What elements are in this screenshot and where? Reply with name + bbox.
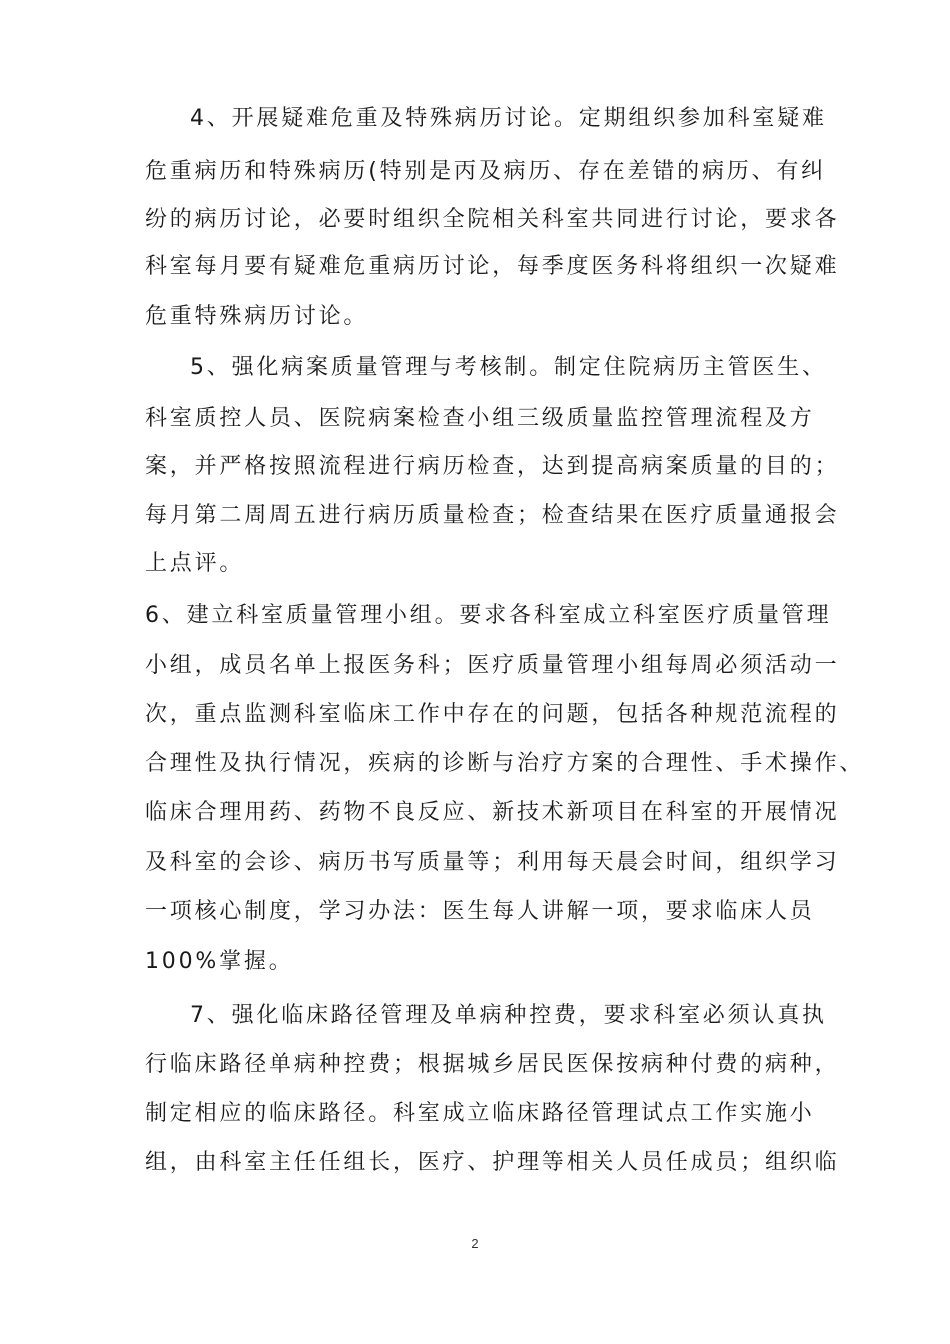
para-6-line-3: 次，重点监测科室临床工作中存在的问题，包括各种规范流程的 bbox=[145, 702, 840, 727]
para-5-line-5: 上点评。 bbox=[145, 551, 245, 576]
para-4-line-1: 4、开展疑难危重及特殊病历讨论。定期组织参加科室疑难 bbox=[190, 106, 827, 131]
para-5-line-2: 科室质控人员、医院病案检查小组三级质量监控管理流程及方 bbox=[145, 406, 815, 431]
para-6-line-6: 及科室的会诊、病历书写质量等；利用每天晨会时间，组织学习 bbox=[145, 850, 840, 875]
para-6-line-2: 小组，成员名单上报医务科；医疗质量管理小组每周必须活动一 bbox=[145, 653, 840, 678]
para-6-line-8: 100%掌握。 bbox=[145, 949, 294, 974]
para-7-line-1: 7、强化临床路径管理及单病种控费，要求科室必须认真执 bbox=[190, 1003, 827, 1028]
para-4-line-2: 危重病历和特殊病历(特别是丙及病历、存在差错的病历、有纠 bbox=[145, 159, 826, 184]
para-6-line-4: 合理性及执行情况，疾病的诊断与治疗方案的合理性、手术操作、 bbox=[145, 751, 865, 776]
para-4-line-5: 危重特殊病历讨论。 bbox=[145, 304, 369, 329]
para-4-line-4: 科室每月要有疑难危重病历讨论，每季度医务科将组织一次疑难 bbox=[145, 254, 840, 279]
para-7-line-3: 制定相应的临床路径。科室成立临床路径管理试点工作实施小 bbox=[145, 1101, 815, 1126]
para-7-line-4: 组，由科室主任任组长，医疗、护理等相关人员任成员；组织临 bbox=[145, 1150, 840, 1175]
page-number: 2 bbox=[471, 1236, 479, 1251]
para-4-line-3: 纷的病历讨论，必要时组织全院相关科室共同进行讨论，要求各 bbox=[145, 207, 840, 232]
para-5-line-4: 每月第二周周五进行病历质量检查；检查结果在医疗质量通报会 bbox=[145, 503, 840, 528]
para-5-line-1: 5、强化病案质量管理与考核制。制定住院病历主管医生、 bbox=[190, 355, 827, 380]
para-6-line-5: 临床合理用药、药物不良反应、新技术新项目在科室的开展情况 bbox=[145, 800, 840, 825]
para-7-line-2: 行临床路径单病种控费；根据城乡居民医保按病种付费的病种， bbox=[145, 1052, 840, 1077]
para-5-line-3: 案，并严格按照流程进行病历检查，达到提高病案质量的目的； bbox=[145, 454, 840, 479]
para-6-line-1: 6、建立科室质量管理小组。要求各科室成立科室医疗质量管理 bbox=[145, 603, 832, 628]
para-6-line-7: 一项核心制度，学习办法：医生每人讲解一项，要求临床人员 bbox=[145, 899, 815, 924]
